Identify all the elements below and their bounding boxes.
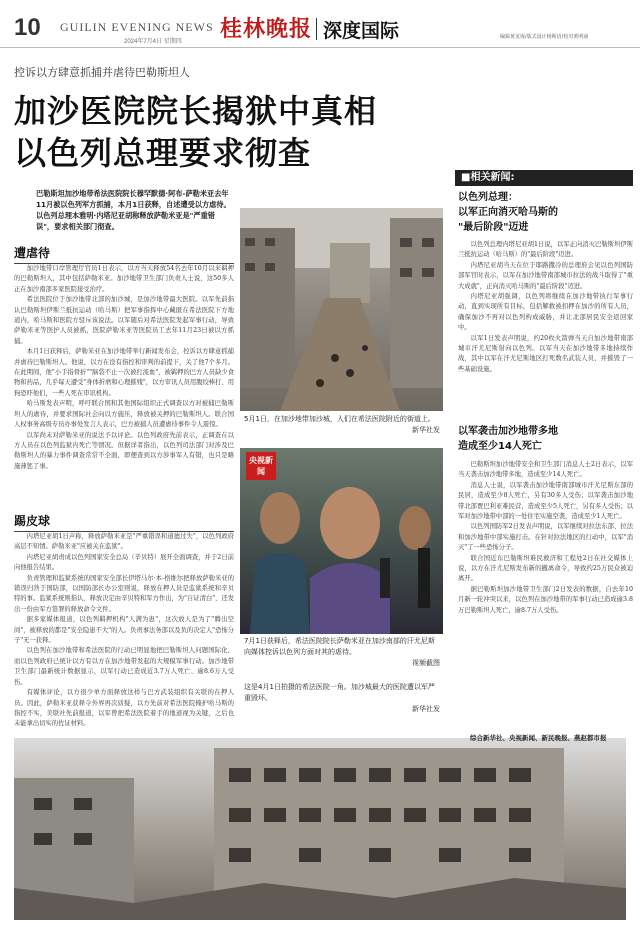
- paragraph: 巴勒斯坦加沙地带安全和卫生部门消息人士2日表示，以军当天袭击加沙地带多地，造成至少14人死亡。: [458, 461, 633, 479]
- related-item1-title: [458, 190, 633, 235]
- paragraph: 以色列总理内塔尼亚胡1日说，以军正向消灭巴勒斯坦伊斯兰抵抗运动（哈马斯）的"最后阶段"迈进。: [458, 241, 633, 259]
- related-item2-title-line: 以军袭击加沙地带多地: [458, 426, 558, 437]
- paragraph: 有媒体评论，以方很少单方面释放这样与巴方武装组织有关联的在押人员。因此，萨勒米亚获释令外界再次质疑，以方先前对希法医院掩护哈马斯的指控不实，美联社先前报道，以军曾把希法医院着手的地道视为关键，之后也未能拿出切实的佐证材料。: [14, 689, 234, 728]
- related-item1-title-line: "最后阶段"迈进: [458, 222, 529, 233]
- photo-gaza-street-art: [240, 208, 443, 411]
- paragraph: 内塔尼亚胡强调，以色列将继续在加沙地带执行军事行动，直到实现所有目标，包括解救被扣押在加沙的所有人员，确保加沙不再对以色列构成威胁，并让北部居民安全返回家中。: [458, 293, 633, 332]
- related-item1-title-line: 以色列总理：: [458, 192, 518, 203]
- page-number: 10: [14, 14, 41, 41]
- photo-gaza-street: [240, 208, 443, 411]
- photo1-caption: [244, 414, 440, 436]
- section-heading-blame: 踢皮球: [14, 512, 234, 532]
- paragraph: 内塔尼亚胡责成以色列国家安全总局（辛贝特）展开全面调查，并于2日前向他报告结果。: [14, 553, 234, 572]
- photo2-caption: [244, 636, 440, 669]
- section-heading-abuse: 遭虐待: [14, 244, 234, 264]
- news-sources: 综合新华社、央视新闻、新民晚报、燕赵都市报: [470, 734, 607, 742]
- photo3-caption: [244, 682, 440, 715]
- paragraph: 本月1日获释后，萨勒米亚在加沙地带举行新闻发布会，控诉以方肆意抓捕并虐待巴勒斯坦人。他说，以方在没有指控和审判的前提下，关了他7个多月。在此期间，他"小手指骨折""脑袋不止一次被打流血"，被羁押的巴方人员缺少食物和药品，几乎每天遭受"身体折磨和心理摧残"，以方审讯人员用腹绞棒打、用狗恐吓他们，一些人死在审讯机构。: [14, 348, 234, 397]
- paragraph: 据巴勒斯坦加沙地带卫生部门2日发表的数据，自去年10月新一轮冲突以来，以色列在加沙地带的军事行动已造成逾3.8万巴勒斯坦人死亡，逾8.7万人受伤。: [458, 585, 633, 614]
- related-item2-body: [458, 460, 633, 730]
- paragraph: 负责管理和监狱系统的国家安全部长伊塔马尔·本-格维尔把释放萨勒米亚的错误归咎于国防部，以国防部长办公室则说，释放在押人员是监狱系统和辛贝特的事。监狱系统则指认，释放决定由辛贝特和军方作出，为"自证清白"，还发出一份由军方签署的释放命令文件。: [14, 574, 234, 613]
- caption-credit: 新华社发: [412, 705, 440, 713]
- paragraph: 联合国近东巴勒斯坦难民救济和工程处2日在社交媒体上说，以方在汗尤尼斯发布新的撤离命令，导致约25万民众被迫离开。: [458, 554, 633, 583]
- paragraph: 内塔尼亚胡1日声称，释放萨勒米亚是"严重错误和道德过失"，以色列政府高层不知情。萨勒米亚"应被关在监狱"。: [14, 533, 234, 551]
- section-name: 深度国际: [323, 20, 400, 42]
- caption-text: 这是4月1日拍摄的希法医院一角。加沙城最大的医院遭以军严重毁坏。: [244, 683, 435, 702]
- article-title-line2: 以色列总理要求彻查: [14, 134, 312, 172]
- paragraph: 以色列在加沙地带和希法医院的行动已明显地把巴勒斯坦人问题国际化，而以色列政府已统计以方有以方在加沙地带发起的大规模军事行动。加沙地带卫生部门最新统计数据显示，以军行动已造成近3.7万人死亡、逾8.6万人受伤。: [14, 647, 234, 686]
- paragraph: 据多家媒体报道，以色列羁押机构"人满为患"，这次放人是为了"腾出空间"，被释放的都是"安全隐患不大"的人。负责事法务部以及负的决定人"恐怖分子"无一获释。: [14, 616, 234, 645]
- article-title-line1: 加沙医院院长揭狱中真相: [14, 92, 378, 130]
- photo-destroyed-hospital: [14, 738, 626, 920]
- paragraph: 哈马斯发表声明，呼吁联合国和其他国际组织正式调查以方对被捕巴勒斯坦人的虐待，并要求国际社会向以方施压，释放被关押的巴勒斯坦人。联合国人权事务高级专员办事处发言人表示，巴方被捕人员遭虐待事件令人震惊。: [14, 400, 234, 429]
- header-divider: [316, 18, 317, 40]
- paragraph: 加沙地带口岸管理厅官员1日表示，以方当天释放54名去年10月以来羁押的巴勒斯坦人，其中包括萨勒米亚。加沙地带卫生部门负责人士说，这50多人正在加沙南部多家医院接受治疗。: [14, 265, 234, 293]
- brand-logo: 桂林晚报: [220, 16, 313, 42]
- related-item2-title-line: 造成至少14人死亡: [458, 441, 542, 452]
- section-body-blame: [14, 532, 234, 768]
- publication-date: 2024年7月4日 星期四: [124, 39, 182, 45]
- cctv-news-badge: 央视新闻: [246, 452, 276, 480]
- caption-credit: 新华社发: [412, 426, 440, 434]
- paragraph: 以军1日发表声明说，约20枚火箭弹当天自加沙地带南部城市汗尤尼斯射向以色列。以军当天在加沙地带多地持续作战，其中以军在汗尤尼斯地区打死数名武装人员，并摧毁了一些基础设施。: [458, 334, 633, 373]
- related-item1-body: [458, 240, 633, 418]
- article-lead: 巴勒斯坦加沙地带希法医院院长穆罕默德·阿布-萨勒米亚去年11月被以色列军方抓捕，本月1日获释，自述遭受以方虐待。以色列总理本雅明·内塔尼亚胡称释放萨勒米亚是"严重错误"，要求相关部门彻查。: [36, 189, 231, 231]
- article-kicker: 控诉以方肆意抓捕并虐待巴勒斯坦人: [14, 66, 190, 79]
- photo-hospital-art: [14, 738, 626, 920]
- section-body-abuse: [14, 264, 234, 472]
- caption-text: 7月1日获释后，希法医院院长萨勒米亚在加沙南部的汗尤尼斯向媒体控诉以色列方面对其的虐待。: [244, 637, 435, 656]
- related-item1-title-line: 以军正向消灭哈马斯的: [458, 207, 558, 218]
- paragraph: 内塔尼亚胡当天在位于耶路撒冷的总理府会见以色列国防部军官时表示，以军在加沙地带南部城市拉法的战斗取得了"重大成就"，正向消灭哈马斯的"最后阶段"迈进。: [458, 261, 633, 290]
- editor-credits: 编辑黄龙琢/版式设计杨斯语/校对黄明丽: [500, 34, 589, 40]
- paragraph: 希法医院位于加沙地带北部的加沙城，是加沙地带最大医院。以军先前指认巴勒斯坦伊斯兰抵抗运动（哈马斯）把军事指挥中心藏匿在希法医院下方地道内，哈马斯和医院方驳斥该说法。以军随后对希法医院发起军事行动，导致萨勒米亚等医护人员被抓，医院萨勒米亚等医院员工去年11月23日被以方抓捕。: [14, 296, 234, 345]
- caption-credit: 视频截图: [412, 659, 440, 667]
- caption-text: 5月1日，在加沙地带加沙城，人们在希法医院附近的街道上。: [244, 415, 435, 423]
- paragraph: 以色列国防军2日发表声明说，以军继续对拉法东部、拉法和加沙地带中部实施打击。在针对拉法地区的行动中，以军"消灭"了一些恐怖分子。: [458, 523, 633, 552]
- related-news-heading: ■相关新闻:: [455, 170, 633, 186]
- paragraph: 消息人士说，以军袭击加沙地带南部城市汗尤尼斯东部的民居，造成至少8人死亡，另有30多人受伤；以军袭击加沙地带北部贾巴利亚难民营，造成至少5人死亡，另有多人受伤；以军对加沙地带中部的一处住宅实施空袭，造成至少1人死亡。: [458, 481, 633, 521]
- related-item2-title: [458, 424, 633, 454]
- paragraph: 以军尚未对萨勒米亚的说法予以评论。以色列政府先前表示，正调查在以方人员在以色列监狱内死亡等情况。但据详者指出，以色列司法部门对涉及巴勒斯坦人的暴力事件调查常常不全面，即便查到以方涉事军人有错，也只是略施薄惩了事。: [14, 431, 234, 470]
- paper-name-en: GUILIN EVENING NEWS: [60, 20, 214, 34]
